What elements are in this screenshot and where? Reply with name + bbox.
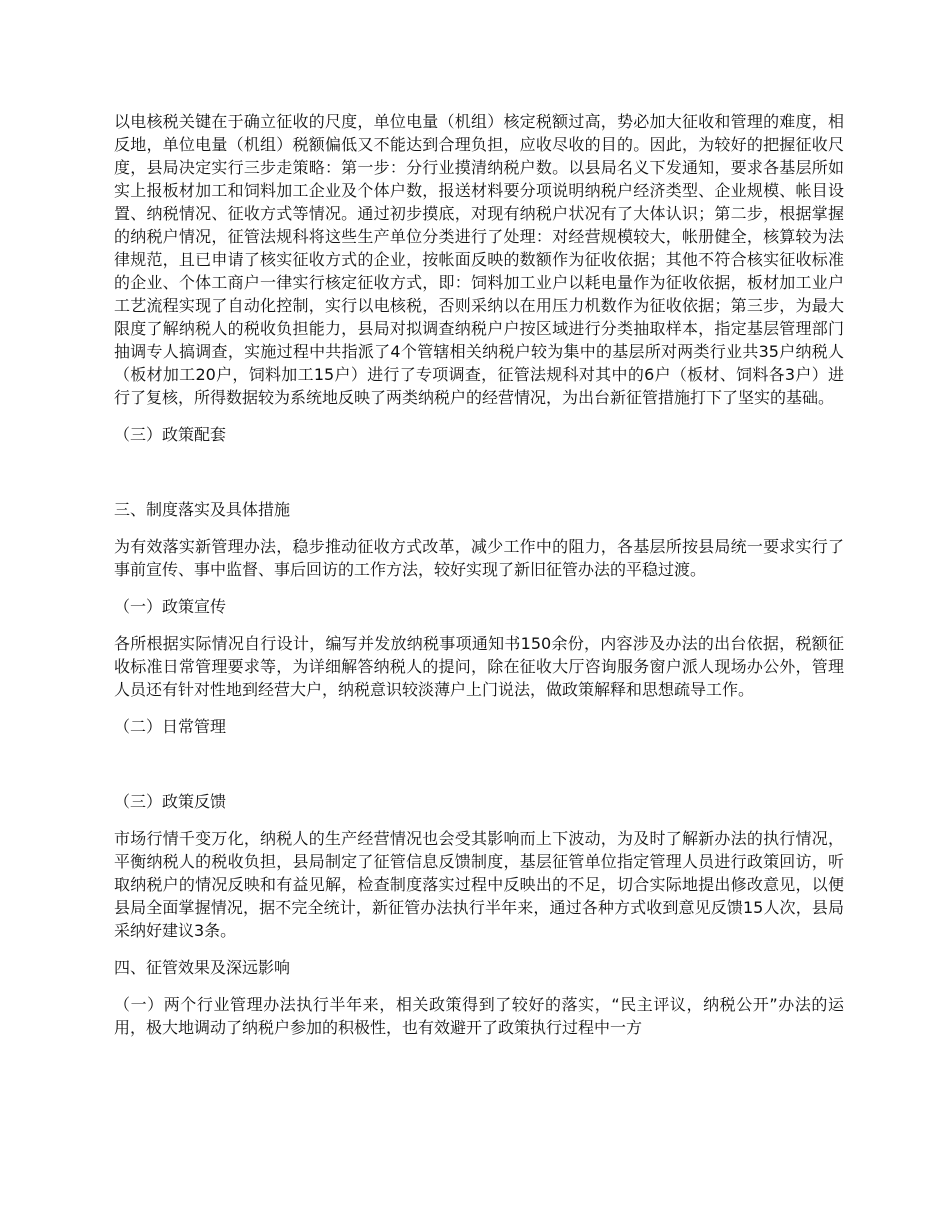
document-page: [114, 110, 844, 1053]
heading-section-four: 四、征管效果及深远影响: [114, 958, 291, 977]
heading-section-three: 三、制度落实及具体措施: [114, 500, 291, 519]
heading-policy-support: （三）政策配套: [114, 425, 227, 444]
paragraph-effects: （一）两个行业管理办法执行半年来，相关政策得到了较好的落实，“民主评议，纳税公开”办法的运用，极大地调动了纳税户参加的积极性，也有效避开了政策执行过程中一方: [114, 995, 844, 1037]
paragraph-implementation: 为有效落实新管理办法，稳步推动征收方式改革，减少工作中的阻力，各基层所按县局统一要求实行了事前宣传、事中监督、事后回访的工作方法，较好实现了新旧征管办法的平稳过渡。: [114, 537, 844, 579]
paragraph-publicity: 各所根据实际情况自行设计，编写并发放纳税事项通知书150余份，内容涉及办法的出台依据，税额征收标准日常管理要求等，为详细解答纳税人的提问，除在征收大厅咨询服务窗户派人现场办公外，管理人员还有针对性地到经营大户，纳税意识较淡薄户上门说法，做政策解释和思想疏导工作。: [114, 634, 844, 699]
paragraph-feedback: 市场行情千变万化，纳税人的生产经营情况也会受其影响而上下波动，为及时了解新办法的执行情况，平衡纳税人的税收负担，县局制定了征管信息反馈制度，基层征管单位指定管理人员进行政策回访，听取纳税户的情况反映和有益见解，检查制度落实过程中反映出的不足，切合实际地提出修改意见，以便县局全面掌握情况，据不完全统计，新征管办法执行半年来，通过各种方式收到意见反馈15人次，县局采纳好建议3条。: [114, 829, 844, 940]
heading-policy-publicity: （一）政策宣传: [114, 597, 227, 616]
heading-daily-management: （二）日常管理: [114, 717, 227, 736]
heading-policy-feedback: （三）政策反馈: [114, 792, 227, 811]
paragraph-collection-steps: 以电核税关键在于确立征收的尺度，单位电量（机组）核定税额过高，势必加大征收和管理的难度，相反地，单位电量（机组）税额偏低又不能达到合理负担，应收尽收的目的。因此，为较好的把握征收尺度，县局决定实行三步走策略：第一步：分行业摸清纳税户数。以县局名义下发通知，要求各基层所如实上报板材加工和饲料加工企业及个体户数，报送材料要分项说明纳税户经济类型、企业规模、帐目设置、纳税情况、征收方式等情况。通过初步摸底，对现有纳税户状况有了大体认识；第二步，根据掌握的纳税户情况，征管法规科将这些生产单位分类进行了处理：对经营规模较大，帐册健全，核算较为法律规范，且已申请了核实征收方式的企业，按帐面反映的数额作为征收依据；其他不符合核实征收标准的企业、个体工商户一律实行核定征收方式，即：饲料加工业户以耗电量作为征收依据，板材加工业户工艺流程实现了自动化控制，实行以电核税，否则采纳以在用压力机数作为征收依据；第三步，为最大限度了解纳税人的税收负担能力，县局对拟调查纳税户户按区域进行分类抽取样本，指定基层管理部门抽调专人搞调查，实施过程中共指派了4个管辖相关纳税户较为集中的基层所对两类行业共35户纳税人（板材加工20户，饲料加工15户）进行了专项调查，征管法规科对其中的6户（板材、饲料各3户）进行了复核，所得数据较为系统地反映了两类纳税户的经营情况，为出台新征管措施打下了坚实的基础。: [114, 112, 844, 407]
